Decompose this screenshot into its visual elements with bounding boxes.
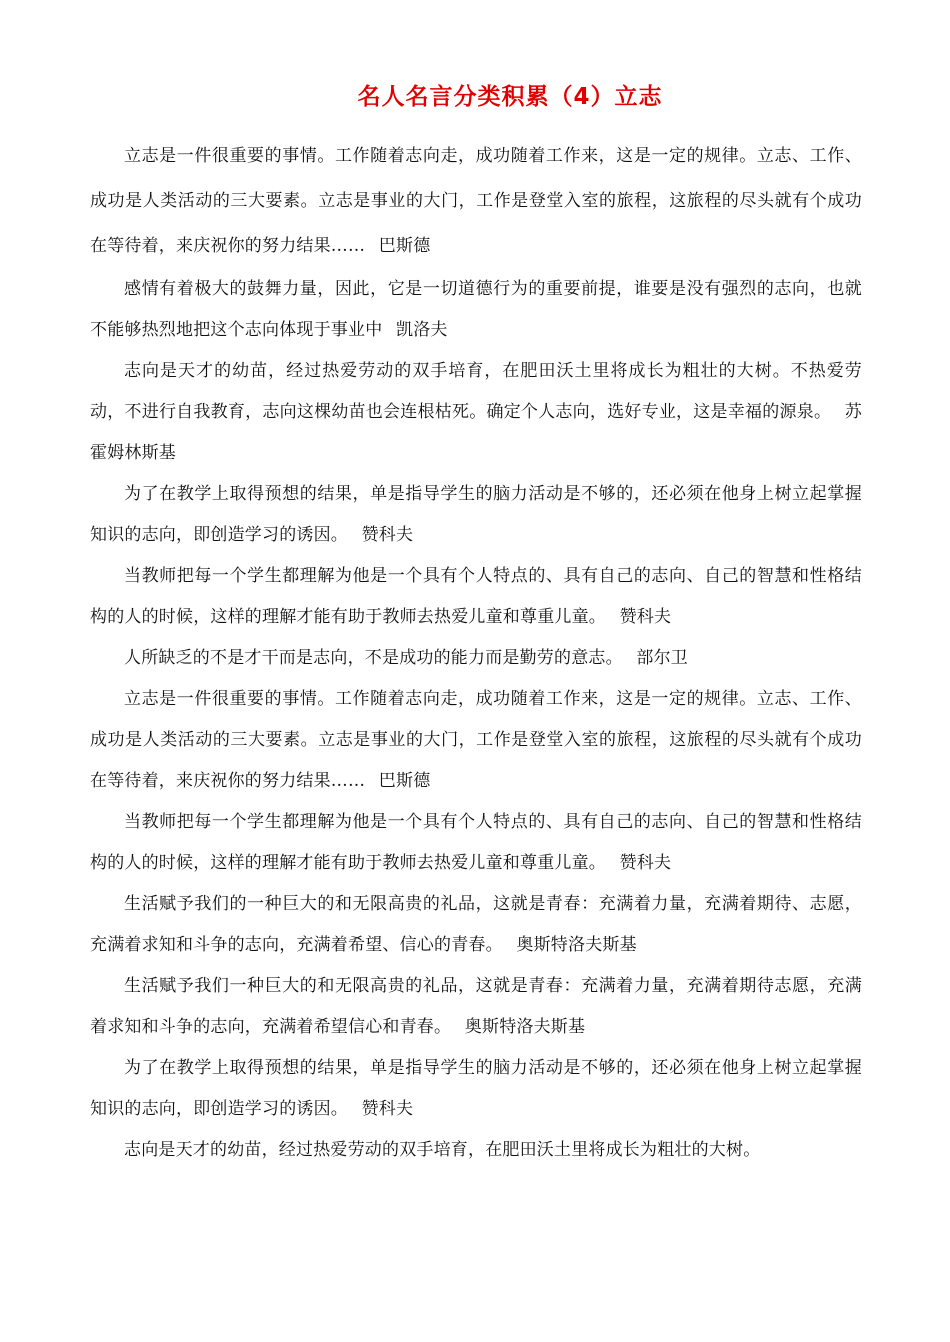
quote-author: 凯洛夫 bbox=[396, 320, 448, 340]
quote-paragraph-10 bbox=[90, 966, 862, 1048]
quote-author: 巴斯德 bbox=[378, 236, 431, 256]
quote-author: 赞科夫 bbox=[361, 525, 414, 545]
quote-author: 赞科夫 bbox=[619, 853, 672, 873]
quote-author: 巴斯德 bbox=[378, 771, 431, 791]
quote-paragraph-2 bbox=[90, 269, 862, 351]
quote-author: 赞科夫 bbox=[619, 607, 672, 627]
quote-paragraph-6 bbox=[90, 638, 862, 679]
quote-text: 为了在教学上取得预想的结果，单是指导学生的脑力活动是不够的，还必须在他身上树立起掌握知识的志向，即创造学习的诱因。 bbox=[90, 1058, 862, 1119]
quote-paragraph-12 bbox=[90, 1130, 862, 1171]
quote-author bbox=[760, 1140, 774, 1160]
quote-paragraph-5 bbox=[90, 556, 862, 638]
quote-author: 苏霍姆林斯基 bbox=[90, 402, 862, 463]
quote-author: 赞科夫 bbox=[361, 1099, 414, 1119]
quote-author: 部尔卫 bbox=[636, 648, 689, 668]
quote-author: 奥斯特洛夫斯基 bbox=[464, 1017, 586, 1037]
quote-text: 人所缺乏的不是才干而是志向，不是成功的能力而是勤劳的意志。 bbox=[124, 648, 623, 668]
quote-text: 立志是一件很重要的事情。工作随着志向走，成功随着工作来，这是一定的规律。立志、工作、成功是人类活动的三大要素。立志是事业的大门，工作是登堂入室的旅程，这旅程的尽头就有个成功在等待着，来庆祝你的努力结果…… bbox=[90, 689, 862, 791]
quote-paragraph-7 bbox=[90, 679, 862, 802]
quote-text: 当教师把每一个学生都理解为他是一个具有个人特点的、具有自己的志向、自己的智慧和性格结构的人的时候，这样的理解才能有助于教师去热爱儿童和尊重儿童。 bbox=[90, 812, 862, 873]
quote-paragraph-9 bbox=[90, 884, 862, 966]
quote-text: 感情有着极大的鼓舞力量，因此，它是一切道德行为的重要前提，谁要是没有强烈的志向，也就不能够热烈地把这个志向体现于事业中 bbox=[90, 279, 862, 340]
quote-text: 当教师把每一个学生都理解为他是一个具有个人特点的、具有自己的志向、自己的智慧和性格结构的人的时候，这样的理解才能有助于教师去热爱儿童和尊重儿童。 bbox=[90, 566, 862, 627]
quote-text: 生活赋予我们的一种巨大的和无限高贵的礼品，这就是青春：充满着力量，充满着期待、志愿，充满着求知和斗争的志向，充满着希望、信心的青春。 bbox=[90, 894, 862, 955]
document-body bbox=[90, 134, 862, 1171]
quote-text: 立志是一件很重要的事情。工作随着志向走，成功随着工作来，这是一定的规律。立志、工作、成功是人类活动的三大要素。立志是事业的大门，工作是登堂入室的旅程，这旅程的尽头就有个成功在等待着，来庆祝你的努力结果…… bbox=[90, 146, 862, 256]
quote-paragraph-1 bbox=[90, 134, 862, 269]
quote-paragraph-4 bbox=[90, 474, 862, 556]
quote-paragraph-3 bbox=[90, 351, 862, 474]
quote-text: 生活赋予我们一种巨大的和无限高贵的礼品，这就是青春：充满着力量，充满着期待志愿，充满着求知和斗争的志向，充满着希望信心和青春。 bbox=[90, 976, 862, 1037]
quote-text: 为了在教学上取得预想的结果，单是指导学生的脑力活动是不够的，还必须在他身上树立起掌握知识的志向，即创造学习的诱因。 bbox=[90, 484, 862, 545]
document-title: 名人名言分类积累（4）立志 bbox=[357, 84, 663, 110]
quote-text: 志向是天才的幼苗，经过热爱劳动的双手培育，在肥田沃土里将成长为粗壮的大树。 bbox=[124, 1140, 761, 1160]
quote-paragraph-11 bbox=[90, 1048, 862, 1130]
quote-paragraph-8 bbox=[90, 802, 862, 884]
quote-author: 奥斯特洛夫斯基 bbox=[516, 935, 637, 955]
quote-text: 志向是天才的幼苗，经过热爱劳动的双手培育，在肥田沃土里将成长为粗壮的大树。不热爱劳动，不进行自我教育，志向这棵幼苗也会连根枯死。确定个人志向，选好专业，这是幸福的源泉。 bbox=[90, 361, 862, 422]
